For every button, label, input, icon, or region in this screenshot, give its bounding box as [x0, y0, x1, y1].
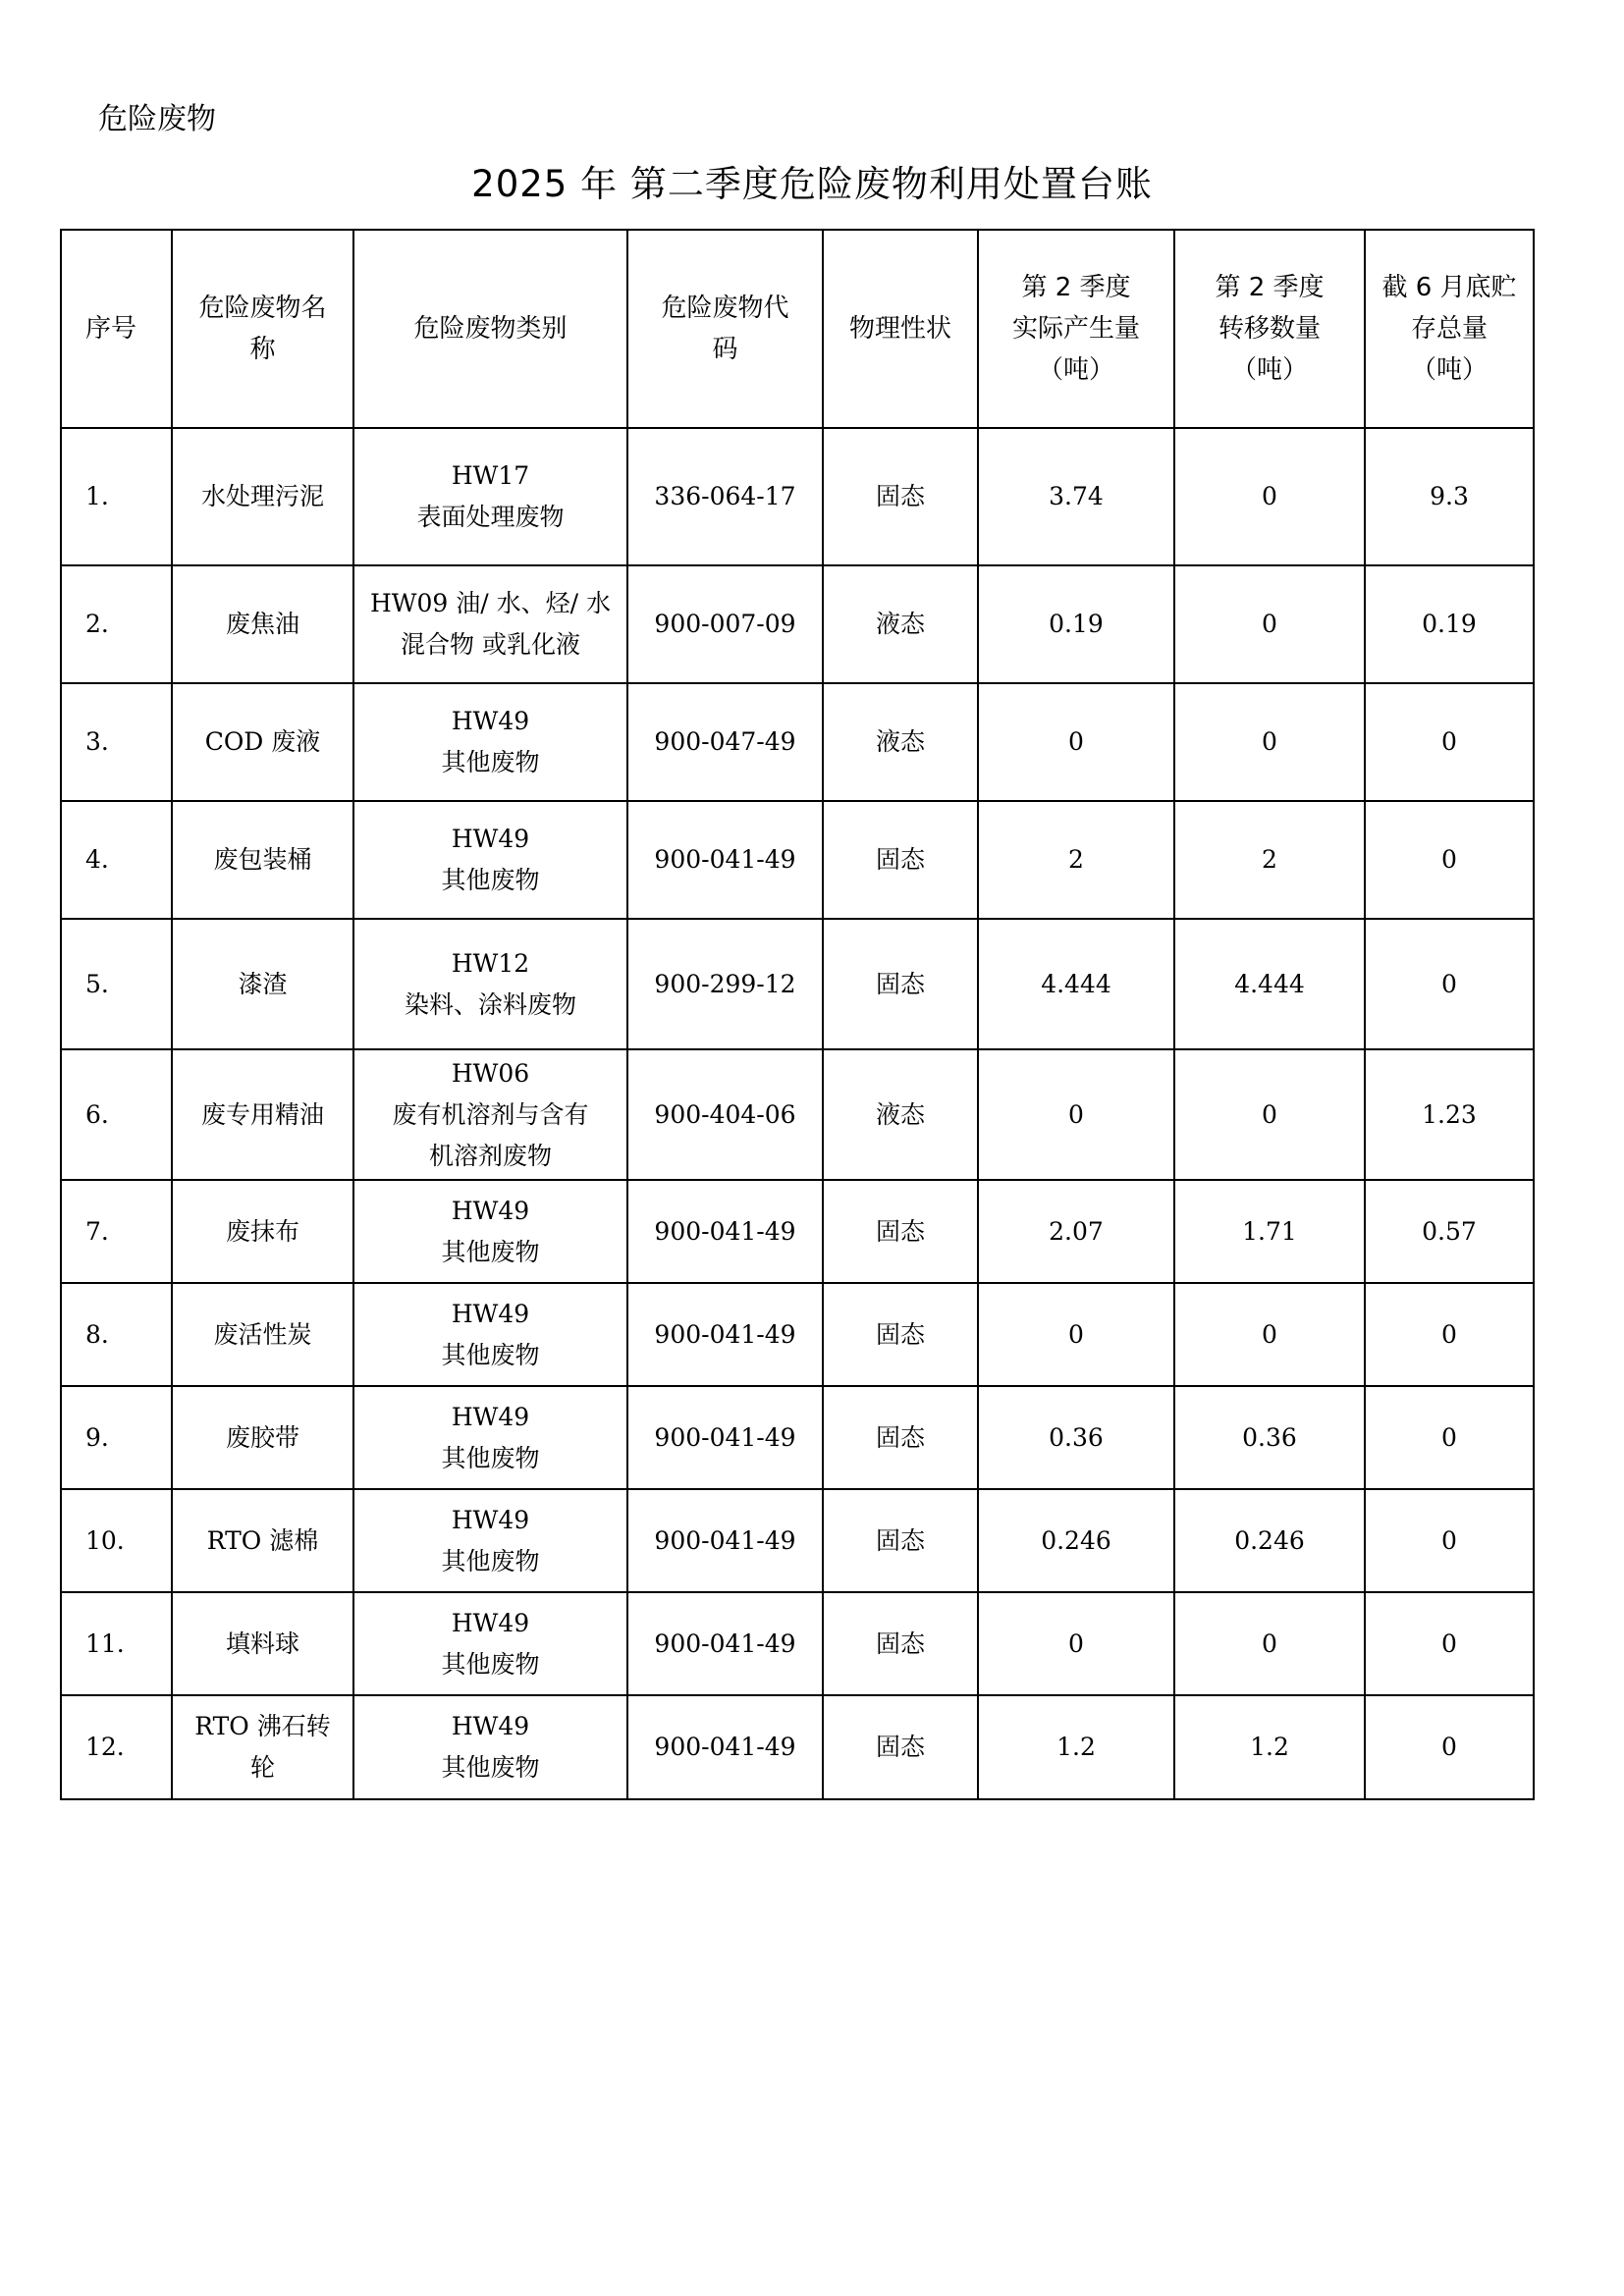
cell-category-line: HW17 — [451, 461, 530, 490]
cell-seq: 5. — [61, 919, 172, 1049]
header-category: 危险废物类别 — [353, 230, 627, 428]
header-produced — [978, 230, 1174, 428]
cell-produced: 0.36 — [978, 1386, 1174, 1489]
cell-category-line: 其他废物 — [441, 1340, 540, 1369]
cell-code: 900-007-09 — [627, 565, 823, 683]
cell-transferred: 1.71 — [1174, 1180, 1365, 1283]
cell-seq: 11. — [61, 1592, 172, 1695]
cell-transferred: 0 — [1174, 565, 1365, 683]
cell-stock: 0 — [1365, 1489, 1534, 1592]
cell-name-line: 废焦油 — [225, 610, 299, 638]
table-row — [61, 1386, 1534, 1489]
cell-stock: 0 — [1365, 801, 1534, 919]
cell-transferred: 0 — [1174, 1592, 1365, 1695]
cell-name-line: COD 废液 — [204, 727, 321, 756]
table-row — [61, 1283, 1534, 1386]
cell-name — [172, 1180, 353, 1283]
table-row — [61, 1489, 1534, 1592]
table-row — [61, 801, 1534, 919]
cell-state: 固态 — [823, 801, 978, 919]
header-name — [172, 230, 353, 428]
header-state: 物理性状 — [823, 230, 978, 428]
cell-category-line: 其他废物 — [441, 866, 540, 894]
cell-stock: 1.23 — [1365, 1049, 1534, 1180]
cell-produced: 0 — [978, 683, 1174, 801]
cell-code: 900-041-49 — [627, 1283, 823, 1386]
cell-state: 固态 — [823, 1386, 978, 1489]
table-row — [61, 428, 1534, 565]
cell-seq: 6. — [61, 1049, 172, 1180]
header-row — [61, 230, 1534, 428]
cell-category-line: 废有机溶剂与含有 — [392, 1099, 589, 1129]
cell-name-line: 废抹布 — [225, 1216, 299, 1246]
cell-stock: 0 — [1365, 1695, 1534, 1799]
cell-code: 900-041-49 — [627, 801, 823, 919]
cell-stock: 0 — [1365, 1386, 1534, 1489]
cell-seq: 3. — [61, 683, 172, 801]
cell-produced: 0.19 — [978, 565, 1174, 683]
cell-category-line: 混合物 或乳化液 — [401, 630, 580, 659]
cell-transferred: 0.36 — [1174, 1386, 1365, 1489]
cell-category-line: HW49 — [451, 1196, 530, 1225]
header-produced-line-1: 第 2 季度 — [1021, 273, 1131, 302]
cell-name-line: 轮 — [249, 1753, 275, 1782]
cell-category — [353, 1180, 627, 1283]
cell-category-line: HW12 — [451, 948, 530, 978]
cell-name — [172, 1386, 353, 1489]
cell-name-line: 废活性炭 — [213, 1319, 312, 1349]
cell-name — [172, 1283, 353, 1386]
cell-category — [353, 428, 627, 565]
cell-transferred: 2 — [1174, 801, 1365, 919]
cell-category — [353, 1489, 627, 1592]
cell-produced: 3.74 — [978, 428, 1174, 565]
header-seq: 序号 — [61, 230, 172, 428]
cell-stock: 0 — [1365, 1283, 1534, 1386]
cell-code: 900-404-06 — [627, 1049, 823, 1180]
cell-code: 900-041-49 — [627, 1180, 823, 1283]
cell-category — [353, 919, 627, 1049]
cell-seq: 10. — [61, 1489, 172, 1592]
cell-produced: 2 — [978, 801, 1174, 919]
cell-category — [353, 1386, 627, 1489]
table-row — [61, 683, 1534, 801]
header-transferred-line-1: 第 2 季度 — [1215, 273, 1325, 302]
cell-transferred: 1.2 — [1174, 1695, 1365, 1799]
table-row — [61, 1592, 1534, 1695]
cell-category-line: HW49 — [451, 1299, 530, 1328]
cell-category-line: 其他废物 — [441, 1443, 540, 1472]
cell-category-line: HW49 — [451, 825, 530, 853]
cell-name-line: 漆渣 — [238, 969, 288, 998]
cell-code: 900-041-49 — [627, 1489, 823, 1592]
cell-name-line: 废胶带 — [225, 1422, 299, 1452]
cell-produced: 0 — [978, 1049, 1174, 1180]
cell-stock: 0 — [1365, 919, 1534, 1049]
header-code-line-2: 码 — [712, 335, 738, 364]
table-row — [61, 919, 1534, 1049]
cell-state: 液态 — [823, 683, 978, 801]
cell-category-line: 其他废物 — [441, 748, 540, 776]
cell-name — [172, 565, 353, 683]
cell-seq: 12. — [61, 1695, 172, 1799]
cell-seq: 7. — [61, 1180, 172, 1283]
cell-seq: 9. — [61, 1386, 172, 1489]
header-produced-line-2: 实际产生量 — [1011, 314, 1140, 344]
table-row — [61, 1049, 1534, 1180]
cell-name-line: 水处理污泥 — [200, 482, 324, 510]
cell-transferred: 0 — [1174, 428, 1365, 565]
cell-category-line: HW49 — [451, 1712, 530, 1740]
cell-stock: 0 — [1365, 1592, 1534, 1695]
cell-state: 固态 — [823, 1489, 978, 1592]
cell-category — [353, 1592, 627, 1695]
cell-produced: 4.444 — [978, 919, 1174, 1049]
cell-transferred: 4.444 — [1174, 919, 1365, 1049]
cell-code: 900-041-49 — [627, 1695, 823, 1799]
cell-transferred: 0 — [1174, 683, 1365, 801]
cell-name — [172, 1592, 353, 1695]
cell-state: 液态 — [823, 565, 978, 683]
cell-name-line: 废专用精油 — [200, 1099, 324, 1129]
table-row — [61, 565, 1534, 683]
table-body — [61, 428, 1534, 1799]
cell-state: 固态 — [823, 1180, 978, 1283]
cell-category-line: 染料、涂料废物 — [404, 989, 576, 1019]
cell-name — [172, 1695, 353, 1799]
cell-state: 固态 — [823, 1592, 978, 1695]
cell-produced: 0.246 — [978, 1489, 1174, 1592]
cell-category-line: 其他废物 — [441, 1753, 540, 1782]
cell-state: 固态 — [823, 428, 978, 565]
cell-name — [172, 683, 353, 801]
cell-stock: 0 — [1365, 683, 1534, 801]
cell-stock: 0.19 — [1365, 565, 1534, 683]
cell-seq: 8. — [61, 1283, 172, 1386]
cell-seq: 4. — [61, 801, 172, 919]
cell-category — [353, 1695, 627, 1799]
cell-name — [172, 428, 353, 565]
cell-category — [353, 801, 627, 919]
cell-seq: 2. — [61, 565, 172, 683]
cell-produced: 0 — [978, 1592, 1174, 1695]
cell-category-line: 其他废物 — [441, 1649, 540, 1679]
cell-category — [353, 683, 627, 801]
cell-category — [353, 565, 627, 683]
cell-category — [353, 1283, 627, 1386]
header-transferred-line-3: （吨） — [1230, 355, 1308, 385]
hazardous-waste-ledger-table — [60, 229, 1535, 1800]
cell-category-line: HW49 — [451, 1402, 530, 1431]
header-stock-line-3: （吨） — [1410, 355, 1488, 385]
cell-name — [172, 801, 353, 919]
cell-name-line: RTO 滤棉 — [206, 1525, 319, 1555]
cell-state: 固态 — [823, 1283, 978, 1386]
cell-produced: 1.2 — [978, 1695, 1174, 1799]
cell-category-line: 机溶剂废物 — [428, 1141, 552, 1170]
section-label: 危险废物 — [98, 102, 216, 136]
header-code-line-1: 危险废物代 — [661, 294, 789, 323]
header-transferred — [1174, 230, 1365, 428]
table-header — [61, 230, 1534, 428]
cell-name-line: 填料球 — [225, 1629, 299, 1658]
document-title: 2025 年 第二季度危险废物利用处置台账 — [471, 163, 1153, 205]
cell-category-line: 其他废物 — [441, 1546, 540, 1575]
cell-state: 液态 — [823, 1049, 978, 1180]
cell-transferred: 0 — [1174, 1283, 1365, 1386]
cell-category-line: HW49 — [451, 1608, 530, 1637]
cell-category-line: 其他废物 — [441, 1237, 540, 1266]
cell-stock: 9.3 — [1365, 428, 1534, 565]
cell-code: 900-299-12 — [627, 919, 823, 1049]
cell-name — [172, 1049, 353, 1180]
header-name-line-2: 称 — [249, 335, 276, 364]
cell-transferred: 0 — [1174, 1049, 1365, 1180]
cell-name-line: 废包装桶 — [213, 845, 312, 874]
header-stock — [1365, 230, 1534, 428]
cell-category-line: HW49 — [451, 707, 530, 735]
cell-category — [353, 1049, 627, 1180]
cell-produced: 0 — [978, 1283, 1174, 1386]
cell-category-line: HW06 — [451, 1058, 530, 1088]
cell-code: 336-064-17 — [627, 428, 823, 565]
cell-stock: 0.57 — [1365, 1180, 1534, 1283]
cell-seq: 1. — [61, 428, 172, 565]
table-row — [61, 1695, 1534, 1799]
header-transferred-line-2: 转移数量 — [1218, 314, 1321, 344]
cell-category-line: HW49 — [451, 1505, 530, 1534]
header-code — [627, 230, 823, 428]
cell-code: 900-047-49 — [627, 683, 823, 801]
header-name-line-1: 危险废物名 — [198, 294, 327, 323]
cell-state: 固态 — [823, 919, 978, 1049]
cell-code: 900-041-49 — [627, 1386, 823, 1489]
cell-produced: 2.07 — [978, 1180, 1174, 1283]
header-produced-line-3: （吨） — [1037, 355, 1114, 385]
cell-state: 固态 — [823, 1695, 978, 1799]
cell-transferred: 0.246 — [1174, 1489, 1365, 1592]
table-row — [61, 1180, 1534, 1283]
cell-name-line: RTO 沸石转 — [194, 1712, 331, 1740]
cell-category-line: 表面处理废物 — [416, 503, 565, 531]
header-stock-line-2: 存总量 — [1410, 314, 1488, 344]
cell-category-line: HW09 油/ 水、烃/ 水 — [370, 589, 611, 617]
header-stock-line-1: 截 6 月底贮 — [1381, 273, 1517, 302]
cell-code: 900-041-49 — [627, 1592, 823, 1695]
cell-name — [172, 919, 353, 1049]
cell-name — [172, 1489, 353, 1592]
